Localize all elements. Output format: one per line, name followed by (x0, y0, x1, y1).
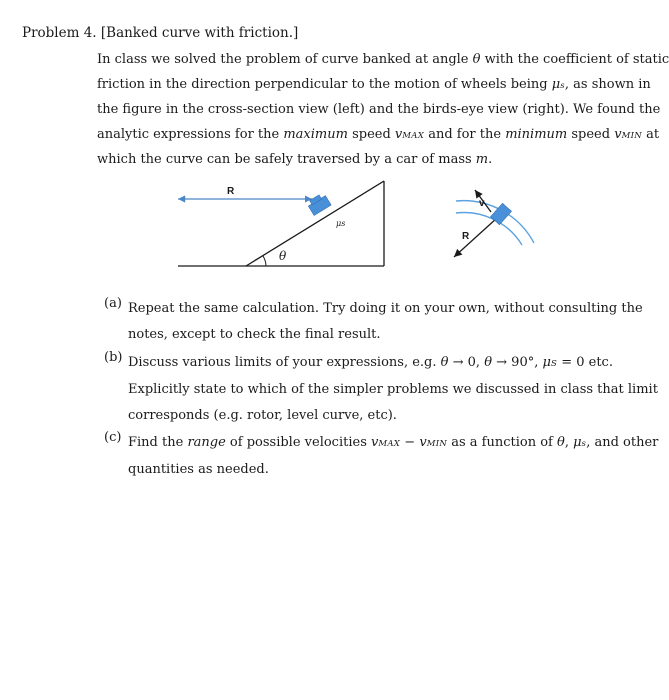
intro-line-5: which the curve can be safely traversed by a car of mass m. (97, 152, 493, 168)
radius-line-birdseye (454, 218, 497, 257)
problem-heading: Problem 4. [Banked curve with friction.] (22, 25, 299, 41)
banked-curve-figure (0, 0, 669, 290)
radius-label: R (227, 186, 235, 197)
mu-s-label: μs (336, 219, 346, 228)
car-side-view (306, 192, 331, 215)
intro-line-2: friction in the direction perpendicular to the motion of wheels being μs, as shown in (97, 76, 651, 92)
part-a-label: (a) (104, 296, 122, 311)
intro-line-4: analytic expressions for the maximum speed vMAX and for the minimum speed vMIN at (97, 126, 660, 142)
bank-slope (246, 181, 384, 266)
cross-section-view (178, 181, 384, 266)
part-c-line-1: Find the range of possible velocities vMAX − vMIN as a function of θ, μs, and other (128, 435, 659, 450)
part-a-line-1: Repeat the same calculation. Try doing it on your own, without consulting the (128, 301, 643, 316)
part-b-line-3: corresponds (e.g. rotor, level curve, etc). (128, 408, 397, 423)
birds-eye-view (454, 190, 534, 257)
angle-theta-label: θ (279, 249, 287, 263)
intro-line-1: In class we solved the problem of curve banked at angle θ with the coefficient of static (97, 52, 669, 67)
part-c-label: (c) (104, 430, 122, 445)
part-a-line-2: notes, except to check the final result. (128, 327, 381, 342)
part-c-line-2: quantities as needed. (128, 462, 269, 477)
intro-line-3: the figure in the cross-section view (left) and the birds-eye view (right). We found the (97, 102, 661, 118)
part-b-label: (b) (104, 350, 123, 365)
part-b-line-2: Explicitly state to which of the simpler problems we discussed in class that limit (128, 382, 658, 397)
birdseye-radius-label: R (462, 231, 470, 242)
part-b-line-1: Discuss various limits of your expressions, e.g. θ → 0, θ → 90°, μS = 0 etc. (128, 355, 613, 370)
velocity-label: v (479, 198, 485, 209)
angle-arc (263, 256, 266, 266)
